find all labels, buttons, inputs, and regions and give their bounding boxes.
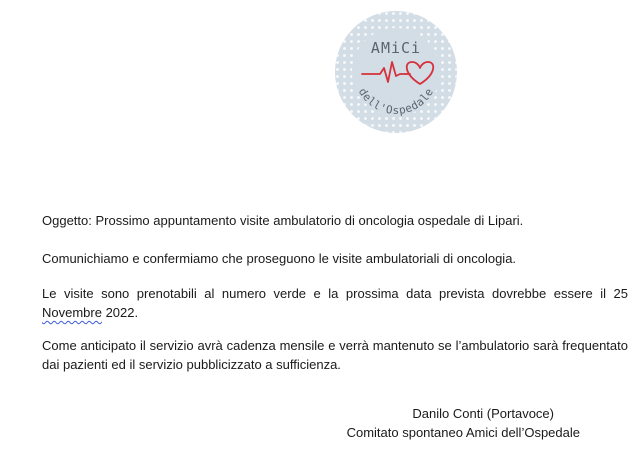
subject-text: Oggetto: Prossimo appuntamento visite ambulatorio di oncologia ospedale di Lipari. <box>42 213 524 228</box>
paragraph-1-text: Comunichiamo e confermiamo che proseguono le visite ambulatoriali di oncologia. <box>42 251 517 266</box>
amici-ospedale-logo <box>334 10 458 134</box>
spellcheck-underlined-word: Novembre <box>42 305 102 320</box>
logo-bottom-text: dell'Ospedale <box>355 85 437 117</box>
letter-paragraph-2 <box>42 284 628 322</box>
paragraph-2-text <box>42 284 628 322</box>
paragraph-2-part-2: 2022. <box>101 305 139 320</box>
paragraph-2-part-1: Le visite sono prenotabili al numero verde e la prossima data prevista dovrebbe essere il 25 <box>42 286 628 301</box>
paragraph-3-text: Come anticipato il servizio avrà cadenza mensile e verrà mantenuto se l’ambulatorio sarà frequentato dai pazienti ed il servizio pubblicizzato a sufficienza. <box>42 338 628 372</box>
letter-subject <box>42 211 628 230</box>
letter-paragraph-3 <box>42 336 628 374</box>
logo-badge-icon <box>334 10 458 134</box>
signature-block <box>280 404 580 442</box>
logo-top-text: AMiCi <box>370 39 422 57</box>
signature-name: Danilo Conti (Portavoce) <box>412 406 554 421</box>
signature-organization: Comitato spontaneo Amici dell’Ospedale <box>346 425 580 440</box>
letter-paragraph-1 <box>42 249 628 268</box>
